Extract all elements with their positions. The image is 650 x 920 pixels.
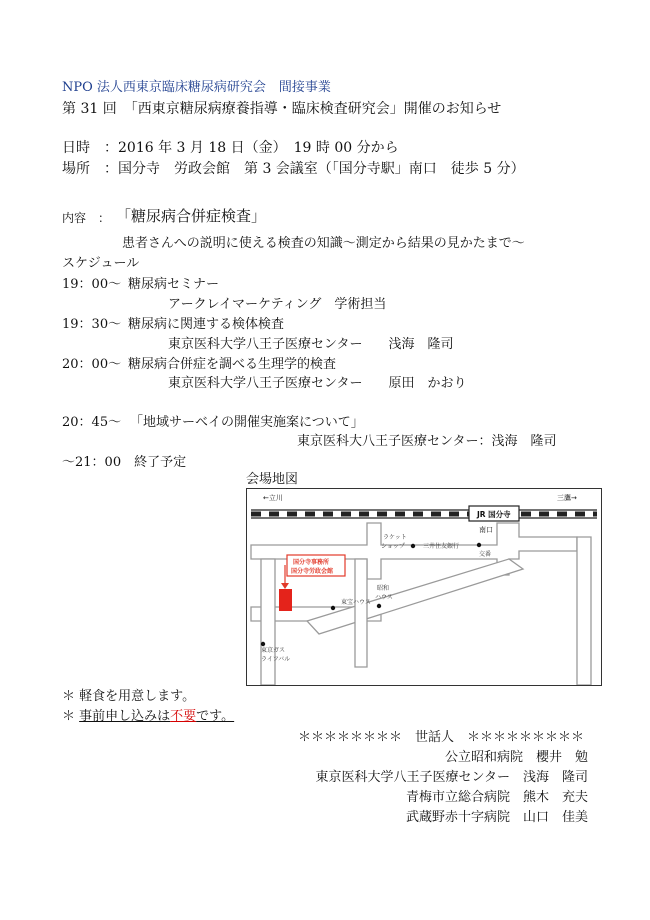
railway-line xyxy=(251,510,597,518)
venue-label-1: 国分寺事務所 xyxy=(293,559,330,566)
schedule-end: ～21：00 終了予定 xyxy=(62,455,187,470)
bank-label: 三井住友銀行 xyxy=(423,543,460,550)
venue-building xyxy=(279,589,292,611)
content-value: 「糖尿病合併症検査」 xyxy=(116,207,267,225)
content-label: 内容 ： xyxy=(62,211,111,225)
station-label: JR 国分寺 xyxy=(477,510,511,519)
map-caption: 会場地図 xyxy=(246,472,299,487)
event-subtitle: 患者さんへの説明に使える検査の知識～測定から結果の見かたまで～ xyxy=(122,236,525,251)
schedule-time: 19：30～ xyxy=(62,317,122,332)
schedule-title: 「地域サーベイの開催実施案について」 xyxy=(130,415,364,430)
schedule-speaker: アークレイマーケティング 学術担当 xyxy=(168,297,387,312)
venue-label-2: 国分寺労政会館 xyxy=(291,568,334,575)
racket-label-2: ショップ xyxy=(381,543,405,550)
organizer-item: 東京医科大学八王子医療センター 浅海 隆司 xyxy=(315,770,588,785)
organizer-item: 青梅市立総合病院 熊木 充夫 xyxy=(405,790,588,805)
schedule-title: 糖尿病合併症を調べる生理学的検査 xyxy=(128,357,337,372)
note-not-required: 不要 xyxy=(170,709,197,724)
note-bullet: ＊ xyxy=(62,709,80,724)
note-registration xyxy=(62,709,234,725)
note-registration-end: です。 xyxy=(196,709,235,724)
tokyo-house-label: 東宝ハウス xyxy=(341,599,371,606)
schedule-title: 糖尿病セミナー xyxy=(128,277,220,292)
organizer-item: 公立昭和病院 櫻井 勉 xyxy=(444,750,588,765)
place-label: 場所 xyxy=(62,161,90,177)
gas-dot xyxy=(261,642,265,646)
tokyo-house-dot xyxy=(331,606,335,610)
note-registration-text: 事前申し込みは xyxy=(79,709,171,724)
place-value: ：国分寺 労政会館 第 3 会議室（「国分寺駅」南口 徒歩 5 分） xyxy=(104,161,525,177)
schedule-heading: スケジュール xyxy=(62,256,140,271)
schedule-time: 19：00～ xyxy=(62,277,122,292)
date-label: 日時 xyxy=(62,140,90,156)
org-line: NPO 法人西東京臨床糖尿病研究会 間接事業 xyxy=(62,80,331,95)
venue-arrow-icon xyxy=(281,583,289,589)
note-snack: ＊ 軽食を用意します。 xyxy=(62,689,196,704)
schedule-time: 20：45～ xyxy=(62,415,122,430)
koban-label: 交番 xyxy=(479,551,492,558)
showa-dot xyxy=(377,604,381,608)
rail-left-label: ←立川 xyxy=(263,494,283,502)
schedule-title: 糖尿病に関連する検体検査 xyxy=(128,317,285,332)
schedule-speaker: 東京医科大学八王子医療センター 浅海 隆司 xyxy=(168,337,454,352)
rail-right-label: 三鷹→ xyxy=(557,494,577,502)
exit-label: 南口 xyxy=(479,526,493,534)
page-title: 第 31 回 「西東京糖尿病療養指導・臨床検査研究会」開催のお知らせ xyxy=(62,101,502,117)
racket-label-1: ラケット xyxy=(383,534,407,541)
racket-dot xyxy=(411,544,415,548)
gas-label-2: ライフバル xyxy=(261,656,291,663)
schedule-speaker: 東京医科大八王子医療センター：浅海 隆司 xyxy=(297,434,557,449)
date-value: ：2016 年 3 月 18 日（金） 19 時 00 分から xyxy=(104,140,399,156)
schedule-speaker: 東京医科大学八王子医療センター 原田 かおり xyxy=(168,376,467,391)
koban-dot xyxy=(477,543,481,547)
gas-label-1: 東京ガス xyxy=(261,647,286,654)
venue-map xyxy=(246,488,602,686)
showa-label-2: ハウス xyxy=(375,594,393,601)
organizer-item: 武蔵野赤十字病院 山口 佳美 xyxy=(405,810,588,825)
organizers-heading: ＊＊＊＊＊＊＊＊ 世話人 ＊＊＊＊＊＊＊＊＊ xyxy=(298,730,585,745)
schedule-time: 20：00～ xyxy=(62,357,122,372)
showa-label-1: 昭和 xyxy=(377,585,390,592)
roads xyxy=(251,523,591,685)
